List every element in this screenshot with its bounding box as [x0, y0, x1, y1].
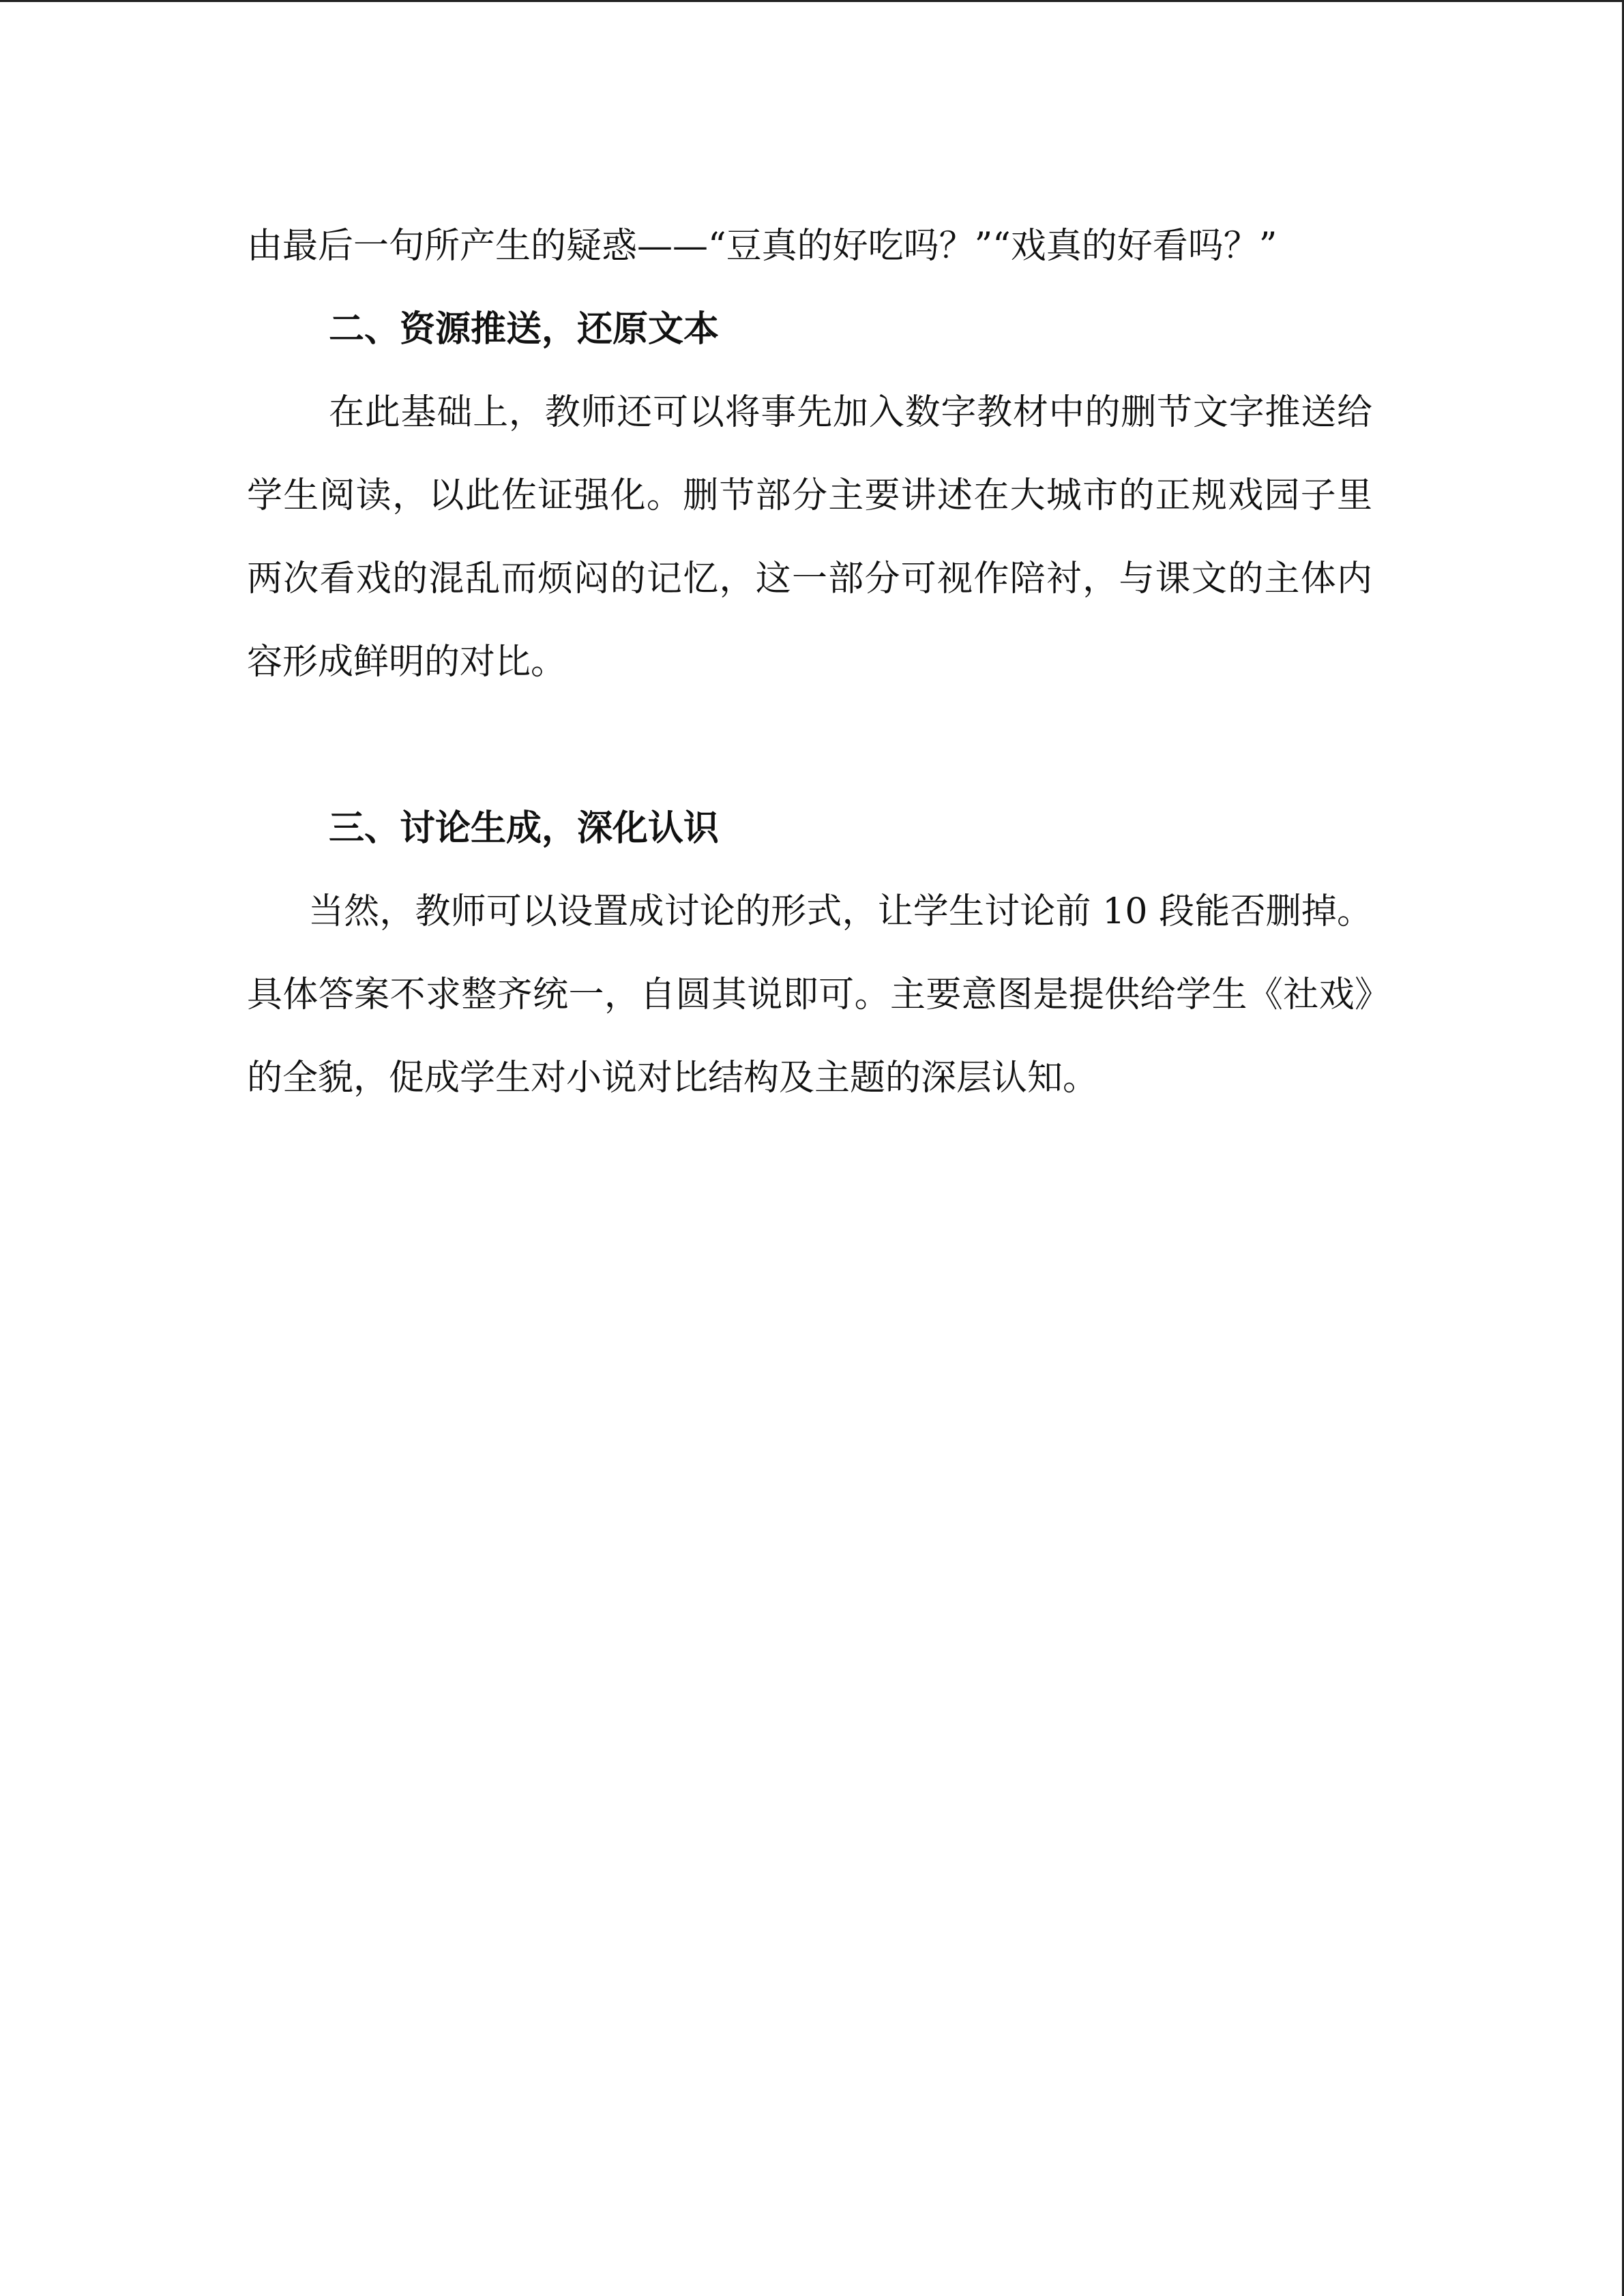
section-2-heading: 二、资源推送，还原文本 [329, 308, 720, 350]
paragraph-spacer [247, 704, 1372, 787]
section-3-paragraph: 当然，教师可以设置成讨论的形式，让学生讨论前 10 段能否删掉。具体答案不求整齐统一，自圆其说即可。主要意图是提供给学生《社戏》的全貌，促成学生对小说对比结构及主题的深层认知。 [247, 891, 1372, 1099]
document-body [247, 205, 1372, 1120]
continued-paragraph: 由最后一句所产生的疑惑——“豆真的好吃吗？”“戏真的好看吗？” [247, 226, 1278, 267]
section-2-paragraph: 在此基础上，教师还可以将事先加入数字教材中的删节文字推送给学生阅读，以此佐证强化。删节部分主要讲述在大城市的正规戏园子里两次看戏的混乱而烦闷的记忆，这一部分可视作陪衬，与课文的主体内容形成鲜明的对比。 [247, 392, 1372, 683]
section-3-heading: 三、讨论生成，深化认识 [329, 807, 720, 849]
page-border-top [0, 0, 1624, 2]
